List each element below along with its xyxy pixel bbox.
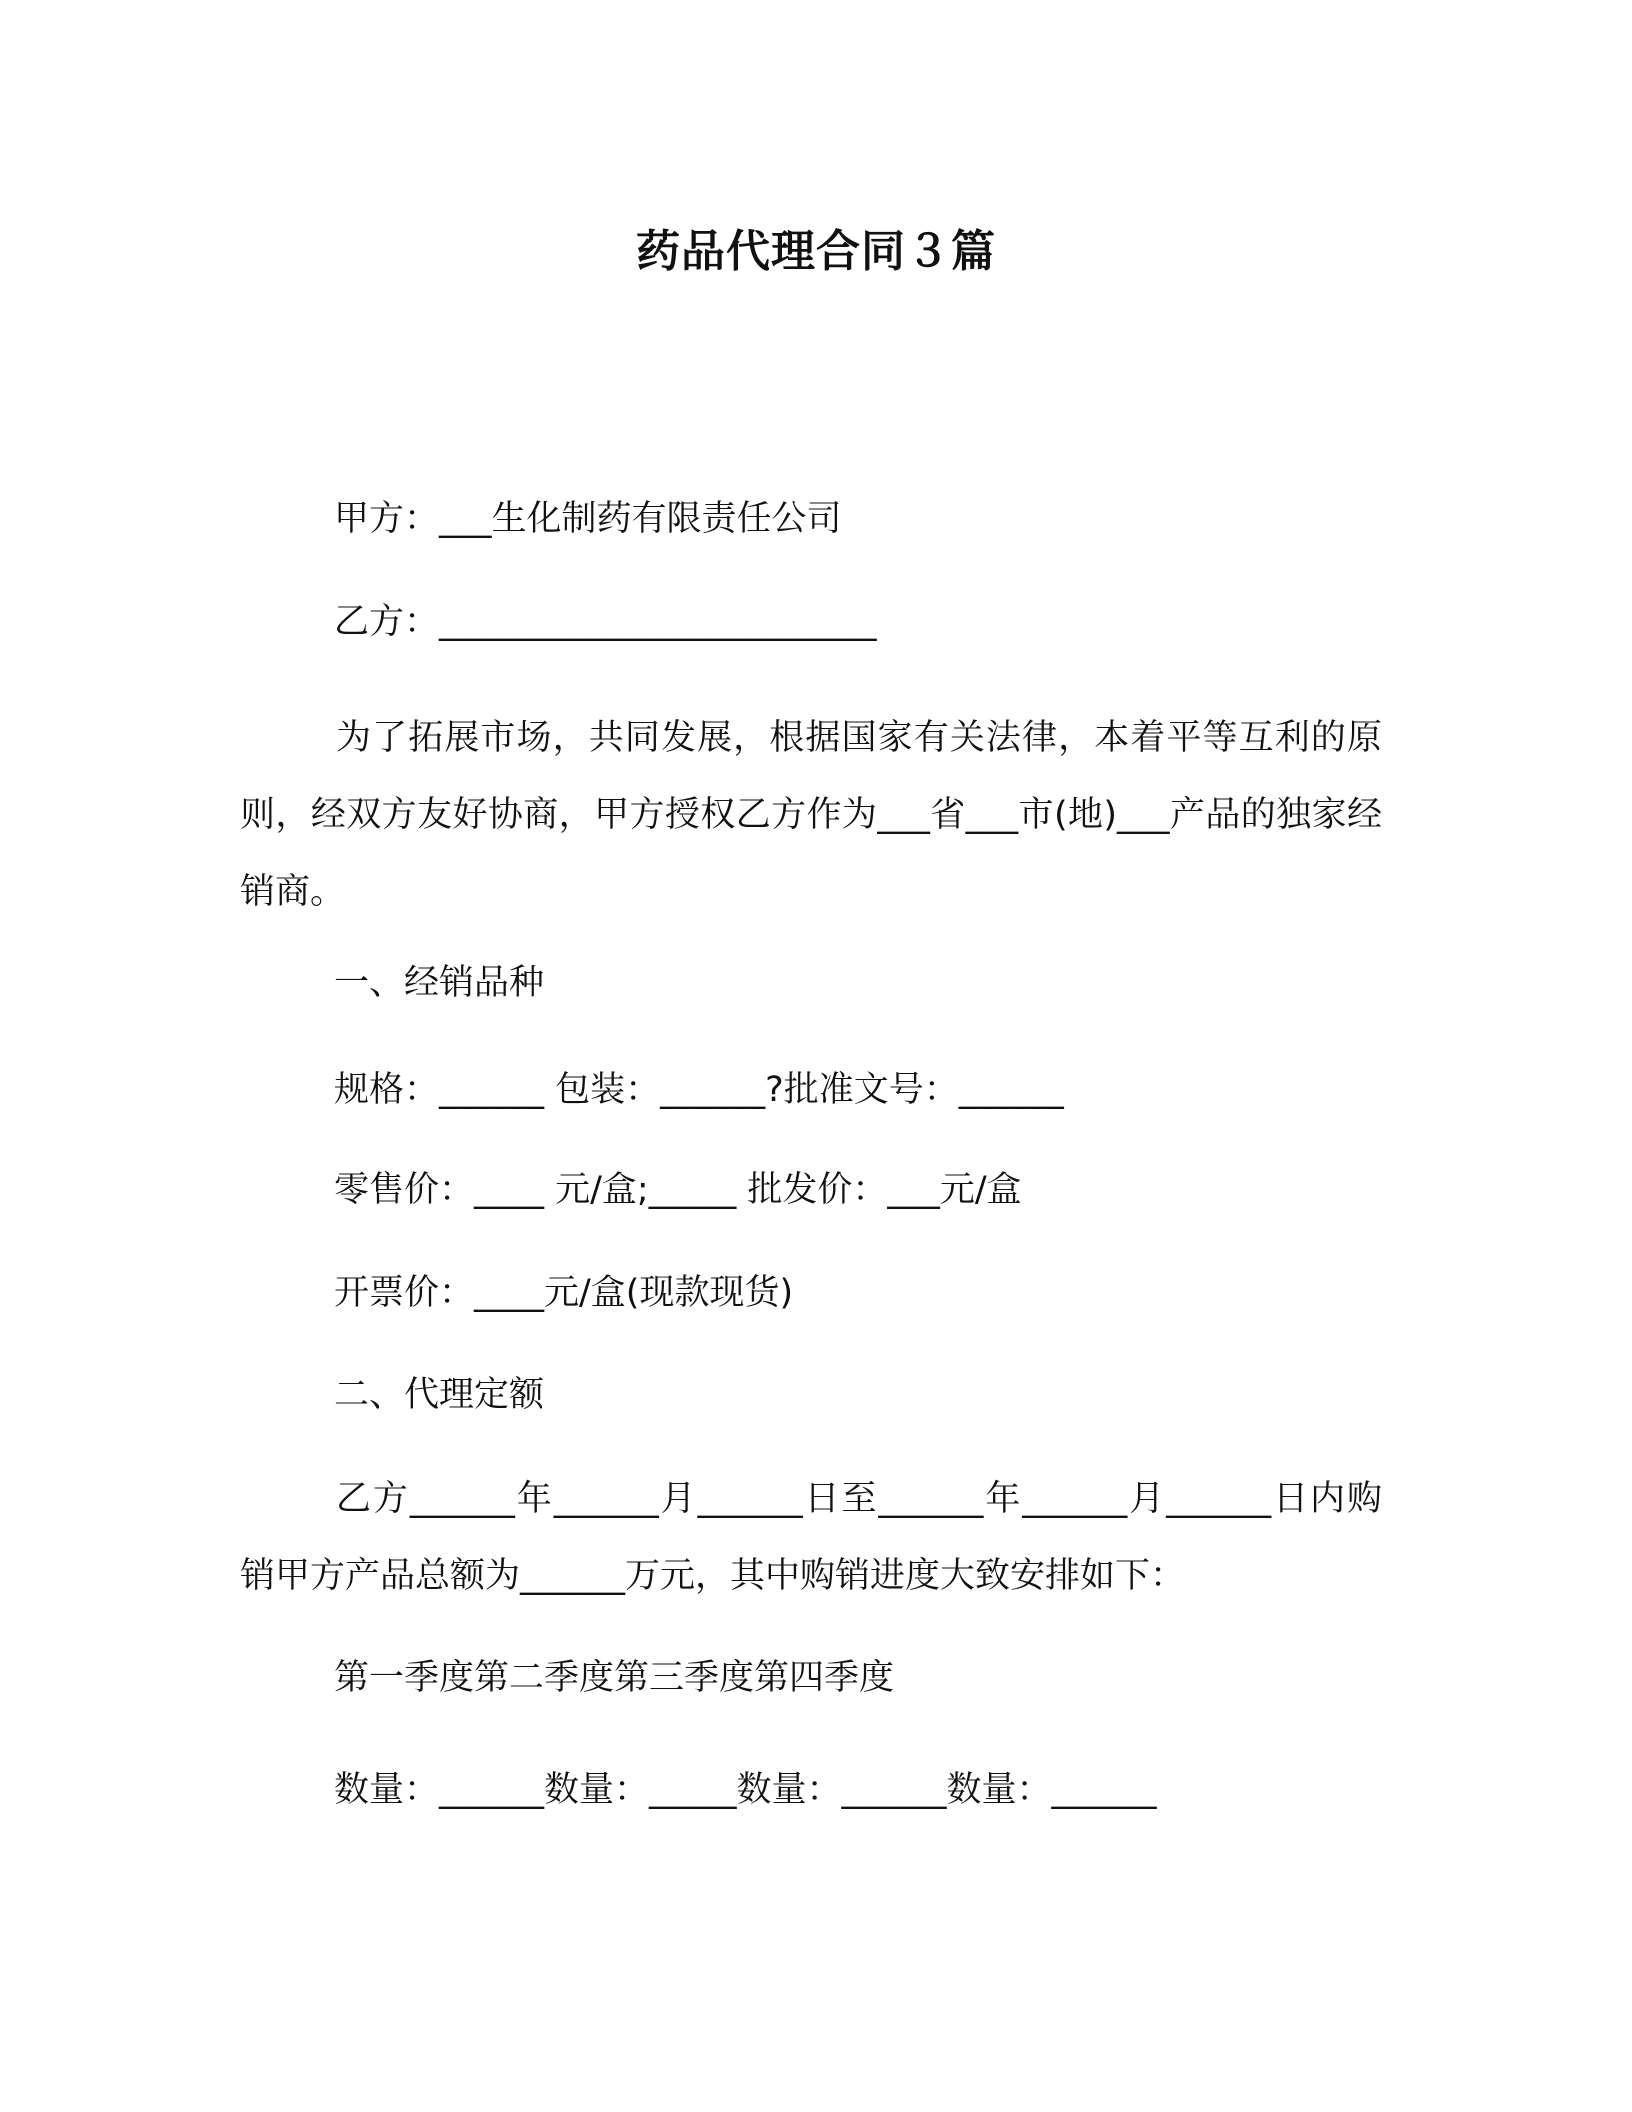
price-line: 零售价：____ 元/盒;_____ 批发价：___元/盒 (334, 1170, 1022, 1210)
document-title: 药品代理合同３篇 (636, 226, 996, 277)
section-2-heading: 二、代理定额 (334, 1375, 545, 1415)
party-b-line: 乙方：_________________________ (334, 602, 877, 642)
quarters-line: 第一季度第二季度第三季度第四季度 (334, 1658, 895, 1698)
party-a-line: 甲方：___生化制药有限责任公司 (334, 499, 842, 539)
invoice-price-line: 开票价：____元/盒(现款现货) (334, 1273, 794, 1313)
section-1-heading: 一、经销品种 (334, 963, 545, 1003)
intro-paragraph: 为了拓展市场，共同发展，根据国家有关法律，本着平等互利的原则，经双方友好协商，甲方授权乙方作为___省___市(地)___产品的独家经销商。 (240, 718, 1382, 912)
quantity-line: 数量：______数量：_____数量：______数量：______ (334, 1770, 1157, 1810)
quota-paragraph: 乙方______年______月______日至______年______月______日内购销甲方产品总额为______万元，其中购销进度大致安排如下： (240, 1479, 1382, 1596)
spec-line: 规格：______ 包装：______?批准文号：______ (334, 1070, 1064, 1110)
